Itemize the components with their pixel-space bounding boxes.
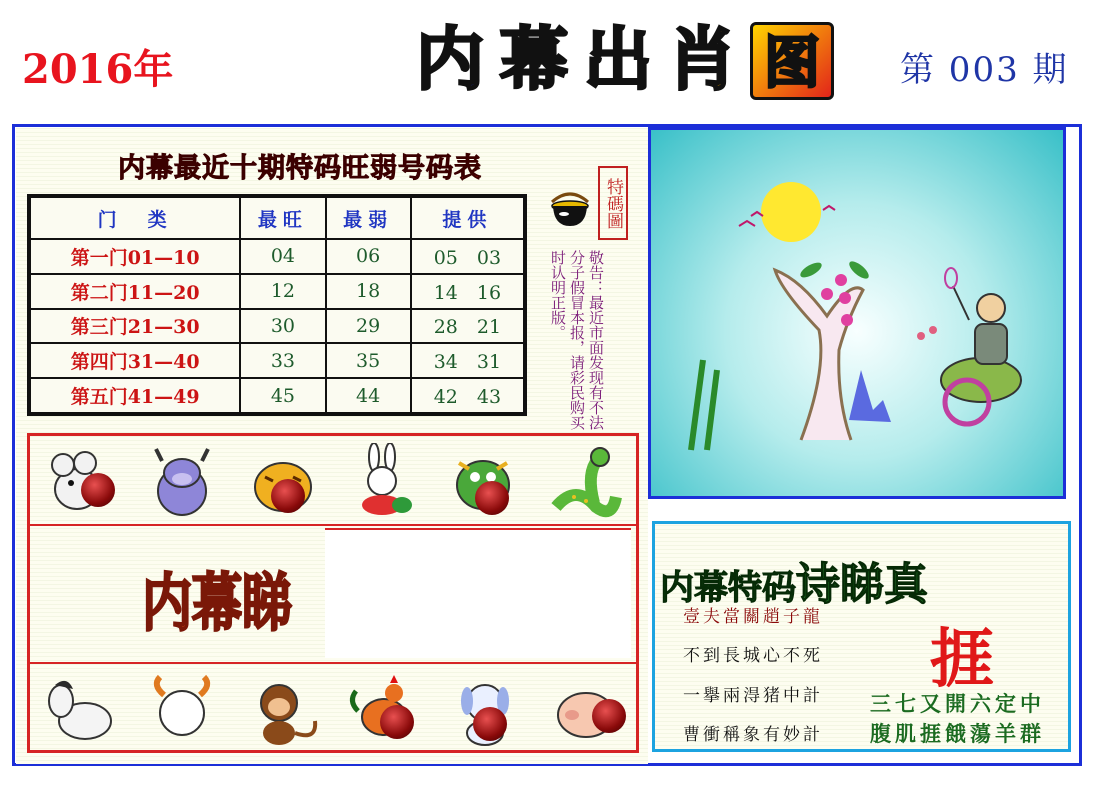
monkey-icon: [243, 671, 323, 747]
row-provide: 34 31: [411, 343, 525, 378]
issue-label: 第 003 期: [900, 50, 1069, 90]
motto-text: 内幕睇: [142, 565, 292, 640]
pig-icon: [546, 671, 626, 747]
row-cold: 35: [326, 343, 411, 378]
notice-text: 敬告：最近市面发现有不法分子假冒本报，请彩民购买时认明正版。: [549, 250, 605, 430]
horse-icon: [41, 671, 121, 747]
table-header-row: [29, 196, 525, 239]
page-title: [408, 22, 834, 100]
row-hot: 12: [240, 274, 325, 309]
row-cold: 44: [326, 378, 411, 414]
row-category: 第五门41—49: [29, 378, 240, 414]
poem-verse-4: 曹衝稱象有妙計: [683, 725, 823, 745]
year-label: 2016年: [22, 46, 174, 93]
row-cold: 18: [326, 274, 411, 309]
goat-icon: [142, 671, 222, 747]
zodiac-top-row: [30, 438, 636, 524]
title-char-2: 幕: [499, 21, 568, 100]
table-row: [29, 378, 525, 414]
row-hot: 33: [240, 343, 325, 378]
sun-icon: [761, 182, 821, 242]
dog-icon: [445, 671, 525, 747]
seal-stamp: 特碼圖: [598, 166, 628, 240]
title-char-5: 图: [750, 22, 834, 100]
row-cold: 29: [326, 309, 411, 344]
title-char-1: 内: [415, 21, 484, 100]
zodiac-bottom-row: [30, 666, 636, 752]
row-category: 第二门11—20: [29, 274, 240, 309]
poem-verse-1: 壹夫當關趙子龍: [683, 607, 823, 627]
blank-area: [325, 528, 631, 658]
child-icon: [977, 294, 1005, 322]
rabbit-icon: [344, 443, 424, 519]
rock-icon: [849, 370, 891, 422]
snake-icon: [546, 443, 626, 519]
poem-hint-line-2: 腹肌捱餓蕩羊群: [870, 722, 1045, 746]
table-title: 内幕最近十期特码旺弱号码表: [118, 153, 482, 184]
table-row: [29, 343, 525, 378]
row-provide: 42 43: [411, 378, 525, 414]
dragon-icon: [445, 443, 525, 519]
row-category: 第四门31—40: [29, 343, 240, 378]
row-provide: 28 21: [411, 309, 525, 344]
pot-icon: [548, 188, 592, 228]
table-row: [29, 309, 525, 344]
table-row: [29, 239, 525, 274]
poem-title-small: 内幕特码: [660, 568, 796, 608]
row-hot: 04: [240, 239, 325, 274]
poem-verse-3: 一擧兩淂猪中計: [683, 686, 823, 706]
ox-icon: [142, 443, 222, 519]
row-provide: 14 16: [411, 274, 525, 309]
header-category: 门 类: [29, 196, 240, 239]
row-cold: 06: [326, 239, 411, 274]
poem-title-big: 诗睇真: [796, 559, 928, 610]
hot-cold-table: [27, 194, 527, 416]
row-provide: 05 03: [411, 239, 525, 274]
row-hot: 45: [240, 378, 325, 414]
table-row: [29, 274, 525, 309]
poem-verse-2: 不到長城心不死: [683, 646, 823, 666]
riddle-illustration: [651, 130, 1063, 496]
title-char-4: 肖: [667, 21, 736, 100]
poem-answer: 捱: [930, 623, 994, 697]
header-hot: 最旺: [240, 196, 325, 239]
riddle-picture: [648, 127, 1066, 499]
tiger-icon: [243, 443, 323, 519]
header-cold: 最弱: [326, 196, 411, 239]
bamboo-icon: [691, 360, 717, 450]
row-category: 第一门01—10: [29, 239, 240, 274]
header-provide: 提供: [411, 196, 525, 239]
poem-hint-line-1: 三七又開六定中: [870, 692, 1045, 716]
row-hot: 30: [240, 309, 325, 344]
rat-icon: [41, 443, 121, 519]
row-category: 第三门21—30: [29, 309, 240, 344]
rooster-icon: [344, 671, 424, 747]
title-char-3: 出: [583, 21, 652, 100]
